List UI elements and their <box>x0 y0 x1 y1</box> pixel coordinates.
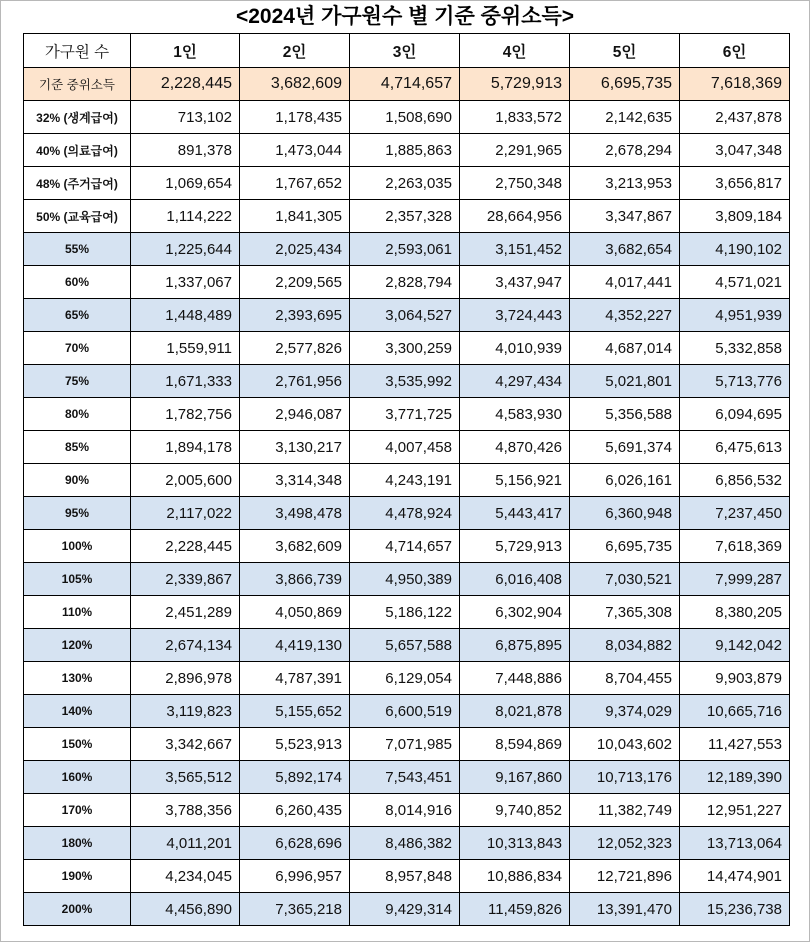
amount-cell: 3,300,259 <box>350 332 460 365</box>
amount-cell: 11,427,553 <box>680 728 790 761</box>
row-label: 90% <box>24 464 131 497</box>
amount-cell: 8,014,916 <box>350 794 460 827</box>
amount-cell: 12,721,896 <box>570 860 680 893</box>
amount-cell: 4,010,939 <box>460 332 570 365</box>
table-row <box>24 530 790 563</box>
table-row <box>24 662 790 695</box>
amount-cell: 10,665,716 <box>680 695 790 728</box>
row-label: 48% (주거급여) <box>24 167 131 200</box>
amount-cell: 1,508,690 <box>350 101 460 134</box>
amount-cell: 5,443,417 <box>460 497 570 530</box>
table-row <box>24 464 790 497</box>
amount-cell: 11,382,749 <box>570 794 680 827</box>
amount-cell: 1,671,333 <box>131 365 240 398</box>
amount-cell: 3,437,947 <box>460 266 570 299</box>
row-label: 95% <box>24 497 131 530</box>
row-label: 40% (의료급여) <box>24 134 131 167</box>
amount-cell: 5,332,858 <box>680 332 790 365</box>
amount-cell: 10,886,834 <box>460 860 570 893</box>
amount-cell: 8,034,882 <box>570 629 680 662</box>
amount-cell: 6,016,408 <box>460 563 570 596</box>
amount-cell: 4,714,657 <box>350 68 460 101</box>
amount-cell: 6,996,957 <box>240 860 350 893</box>
amount-cell: 14,474,901 <box>680 860 790 893</box>
amount-cell: 3,788,356 <box>131 794 240 827</box>
amount-cell: 2,117,022 <box>131 497 240 530</box>
amount-cell: 7,618,369 <box>680 68 790 101</box>
amount-cell: 6,360,948 <box>570 497 680 530</box>
median-income-row <box>24 68 790 101</box>
amount-cell: 6,026,161 <box>570 464 680 497</box>
amount-cell: 3,724,443 <box>460 299 570 332</box>
header-cell: 5인 <box>570 34 680 68</box>
amount-cell: 3,682,654 <box>570 233 680 266</box>
amount-cell: 5,892,174 <box>240 761 350 794</box>
amount-cell: 713,102 <box>131 101 240 134</box>
amount-cell: 8,957,848 <box>350 860 460 893</box>
amount-cell: 2,025,434 <box>240 233 350 266</box>
amount-cell: 3,347,867 <box>570 200 680 233</box>
amount-cell: 4,583,930 <box>460 398 570 431</box>
table-row <box>24 827 790 860</box>
amount-cell: 1,841,305 <box>240 200 350 233</box>
amount-cell: 4,478,924 <box>350 497 460 530</box>
amount-cell: 6,094,695 <box>680 398 790 431</box>
amount-cell: 4,352,227 <box>570 299 680 332</box>
amount-cell: 4,950,389 <box>350 563 460 596</box>
row-label: 120% <box>24 629 131 662</box>
amount-cell: 6,695,735 <box>570 68 680 101</box>
table-row <box>24 596 790 629</box>
amount-cell: 1,337,067 <box>131 266 240 299</box>
amount-cell: 6,856,532 <box>680 464 790 497</box>
amount-cell: 2,678,294 <box>570 134 680 167</box>
median-income-table <box>23 33 790 926</box>
amount-cell: 2,142,635 <box>570 101 680 134</box>
table-row <box>24 299 790 332</box>
amount-cell: 2,291,965 <box>460 134 570 167</box>
amount-cell: 2,946,087 <box>240 398 350 431</box>
amount-cell: 3,130,217 <box>240 431 350 464</box>
amount-cell: 3,064,527 <box>350 299 460 332</box>
amount-cell: 2,750,348 <box>460 167 570 200</box>
amount-cell: 5,021,801 <box>570 365 680 398</box>
amount-cell: 12,951,227 <box>680 794 790 827</box>
row-label: 105% <box>24 563 131 596</box>
amount-cell: 3,498,478 <box>240 497 350 530</box>
amount-cell: 10,313,843 <box>460 827 570 860</box>
amount-cell: 9,167,860 <box>460 761 570 794</box>
amount-cell: 7,448,886 <box>460 662 570 695</box>
table-row <box>24 431 790 464</box>
amount-cell: 6,129,054 <box>350 662 460 695</box>
row-label: 85% <box>24 431 131 464</box>
amount-cell: 5,729,913 <box>460 68 570 101</box>
row-label: 55% <box>24 233 131 266</box>
row-label: 80% <box>24 398 131 431</box>
table-header-row <box>24 34 790 68</box>
amount-cell: 9,374,029 <box>570 695 680 728</box>
amount-cell: 2,357,328 <box>350 200 460 233</box>
table-row <box>24 200 790 233</box>
amount-cell: 1,114,222 <box>131 200 240 233</box>
amount-cell: 9,903,879 <box>680 662 790 695</box>
amount-cell: 7,030,521 <box>570 563 680 596</box>
amount-cell: 891,378 <box>131 134 240 167</box>
amount-cell: 3,656,817 <box>680 167 790 200</box>
amount-cell: 5,691,374 <box>570 431 680 464</box>
amount-cell: 2,828,794 <box>350 266 460 299</box>
amount-cell: 2,761,956 <box>240 365 350 398</box>
amount-cell: 9,142,042 <box>680 629 790 662</box>
amount-cell: 13,713,064 <box>680 827 790 860</box>
header-cell: 6인 <box>680 34 790 68</box>
amount-cell: 8,021,878 <box>460 695 570 728</box>
row-label: 50% (교육급여) <box>24 200 131 233</box>
amount-cell: 7,237,450 <box>680 497 790 530</box>
amount-cell: 1,767,652 <box>240 167 350 200</box>
amount-cell: 2,393,695 <box>240 299 350 332</box>
amount-cell: 1,782,756 <box>131 398 240 431</box>
header-cell: 1인 <box>131 34 240 68</box>
row-label: 130% <box>24 662 131 695</box>
amount-cell: 1,833,572 <box>460 101 570 134</box>
amount-cell: 4,297,434 <box>460 365 570 398</box>
amount-cell: 7,365,308 <box>570 596 680 629</box>
row-label: 32% (생계급여) <box>24 101 131 134</box>
amount-cell: 2,263,035 <box>350 167 460 200</box>
amount-cell: 8,594,869 <box>460 728 570 761</box>
table-row <box>24 233 790 266</box>
amount-cell: 6,695,735 <box>570 530 680 563</box>
amount-cell: 3,342,667 <box>131 728 240 761</box>
amount-cell: 1,559,911 <box>131 332 240 365</box>
amount-cell: 3,771,725 <box>350 398 460 431</box>
table-row <box>24 794 790 827</box>
amount-cell: 5,729,913 <box>460 530 570 563</box>
table-row <box>24 761 790 794</box>
table-row <box>24 266 790 299</box>
table-row <box>24 167 790 200</box>
amount-cell: 1,473,044 <box>240 134 350 167</box>
amount-cell: 2,593,061 <box>350 233 460 266</box>
table-row <box>24 398 790 431</box>
amount-cell: 4,787,391 <box>240 662 350 695</box>
header-cell: 2인 <box>240 34 350 68</box>
amount-cell: 11,459,826 <box>460 893 570 926</box>
amount-cell: 2,437,878 <box>680 101 790 134</box>
table-row <box>24 497 790 530</box>
amount-cell: 5,713,776 <box>680 365 790 398</box>
table-row <box>24 332 790 365</box>
amount-cell: 1,448,489 <box>131 299 240 332</box>
amount-cell: 5,356,588 <box>570 398 680 431</box>
amount-cell: 4,714,657 <box>350 530 460 563</box>
amount-cell: 12,052,323 <box>570 827 680 860</box>
amount-cell: 9,429,314 <box>350 893 460 926</box>
amount-cell: 13,391,470 <box>570 893 680 926</box>
amount-cell: 3,119,823 <box>131 695 240 728</box>
amount-cell: 4,050,869 <box>240 596 350 629</box>
header-cell: 3인 <box>350 34 460 68</box>
amount-cell: 4,243,191 <box>350 464 460 497</box>
amount-cell: 5,523,913 <box>240 728 350 761</box>
amount-cell: 2,339,867 <box>131 563 240 596</box>
table-row <box>24 860 790 893</box>
amount-cell: 1,069,654 <box>131 167 240 200</box>
amount-cell: 2,896,978 <box>131 662 240 695</box>
amount-cell: 2,209,565 <box>240 266 350 299</box>
amount-cell: 4,234,045 <box>131 860 240 893</box>
amount-cell: 10,043,602 <box>570 728 680 761</box>
amount-cell: 4,951,939 <box>680 299 790 332</box>
amount-cell: 6,875,895 <box>460 629 570 662</box>
amount-cell: 8,486,382 <box>350 827 460 860</box>
amount-cell: 6,600,519 <box>350 695 460 728</box>
amount-cell: 5,657,588 <box>350 629 460 662</box>
amount-cell: 6,628,696 <box>240 827 350 860</box>
amount-cell: 2,228,445 <box>131 530 240 563</box>
amount-cell: 7,365,218 <box>240 893 350 926</box>
amount-cell: 8,704,455 <box>570 662 680 695</box>
amount-cell: 2,005,600 <box>131 464 240 497</box>
table-row <box>24 365 790 398</box>
amount-cell: 4,190,102 <box>680 233 790 266</box>
amount-cell: 5,156,921 <box>460 464 570 497</box>
amount-cell: 3,213,953 <box>570 167 680 200</box>
amount-cell: 6,260,435 <box>240 794 350 827</box>
amount-cell: 3,151,452 <box>460 233 570 266</box>
table-row <box>24 695 790 728</box>
amount-cell: 3,809,184 <box>680 200 790 233</box>
table-row <box>24 101 790 134</box>
row-label: 기준 중위소득 <box>24 68 131 101</box>
row-label: 190% <box>24 860 131 893</box>
table-body <box>24 34 790 926</box>
amount-cell: 1,894,178 <box>131 431 240 464</box>
row-label: 160% <box>24 761 131 794</box>
row-label: 100% <box>24 530 131 563</box>
row-label: 110% <box>24 596 131 629</box>
amount-cell: 3,682,609 <box>240 68 350 101</box>
amount-cell: 15,236,738 <box>680 893 790 926</box>
amount-cell: 7,071,985 <box>350 728 460 761</box>
amount-cell: 2,451,289 <box>131 596 240 629</box>
header-cell-household-size: 가구원 수 <box>24 34 131 68</box>
amount-cell: 4,456,890 <box>131 893 240 926</box>
row-label: 170% <box>24 794 131 827</box>
row-label: 140% <box>24 695 131 728</box>
amount-cell: 3,682,609 <box>240 530 350 563</box>
amount-cell: 8,380,205 <box>680 596 790 629</box>
amount-cell: 7,999,287 <box>680 563 790 596</box>
amount-cell: 1,885,863 <box>350 134 460 167</box>
row-label: 60% <box>24 266 131 299</box>
amount-cell: 6,302,904 <box>460 596 570 629</box>
amount-cell: 7,543,451 <box>350 761 460 794</box>
row-label: 180% <box>24 827 131 860</box>
table-row <box>24 893 790 926</box>
amount-cell: 28,664,956 <box>460 200 570 233</box>
row-label: 75% <box>24 365 131 398</box>
amount-cell: 6,475,613 <box>680 431 790 464</box>
page-title: <2024년 가구원수 별 기준 중위소득> <box>235 5 574 28</box>
amount-cell: 1,225,644 <box>131 233 240 266</box>
amount-cell: 4,007,458 <box>350 431 460 464</box>
amount-cell: 12,189,390 <box>680 761 790 794</box>
table-row <box>24 728 790 761</box>
amount-cell: 5,186,122 <box>350 596 460 629</box>
amount-cell: 3,314,348 <box>240 464 350 497</box>
amount-cell: 3,535,992 <box>350 365 460 398</box>
amount-cell: 5,155,652 <box>240 695 350 728</box>
amount-cell: 2,228,445 <box>131 68 240 101</box>
table-row <box>24 629 790 662</box>
amount-cell: 3,047,348 <box>680 134 790 167</box>
amount-cell: 3,866,739 <box>240 563 350 596</box>
amount-cell: 4,571,021 <box>680 266 790 299</box>
amount-cell: 2,577,826 <box>240 332 350 365</box>
amount-cell: 4,011,201 <box>131 827 240 860</box>
amount-cell: 2,674,134 <box>131 629 240 662</box>
amount-cell: 10,713,176 <box>570 761 680 794</box>
header-cell: 4인 <box>460 34 570 68</box>
row-label: 150% <box>24 728 131 761</box>
amount-cell: 4,687,014 <box>570 332 680 365</box>
table-row <box>24 134 790 167</box>
row-label: 70% <box>24 332 131 365</box>
amount-cell: 4,419,130 <box>240 629 350 662</box>
amount-cell: 1,178,435 <box>240 101 350 134</box>
amount-cell: 4,870,426 <box>460 431 570 464</box>
amount-cell: 3,565,512 <box>131 761 240 794</box>
table-row <box>24 563 790 596</box>
row-label: 65% <box>24 299 131 332</box>
amount-cell: 4,017,441 <box>570 266 680 299</box>
row-label: 200% <box>24 893 131 926</box>
amount-cell: 7,618,369 <box>680 530 790 563</box>
amount-cell: 9,740,852 <box>460 794 570 827</box>
